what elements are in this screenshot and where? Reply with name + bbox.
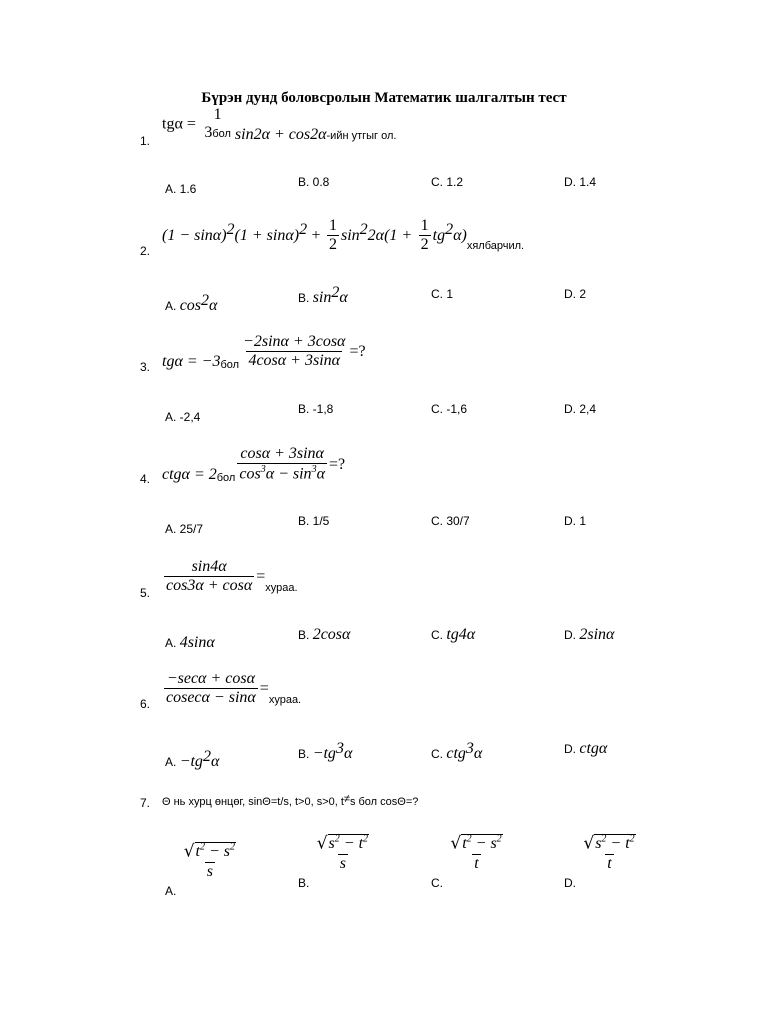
answer-a[interactable]: A. $\frac{√t^2 - s^2}{s}$ [165, 842, 240, 881]
answer-c[interactable]: C. $\frac{√t^2 - s^2}{t}$ [431, 834, 507, 873]
instruction-text: -ийн утгыг ол. [326, 129, 397, 142]
answer-c[interactable]: C. -1,6 [431, 402, 468, 416]
fraction: $\frac{1}{2}$ [329, 217, 337, 254]
question-number: 1. [140, 134, 151, 148]
answer-c[interactable]: C. ctg$^3$α [431, 740, 483, 762]
answer-a[interactable]: A. 1.6 [165, 182, 197, 196]
answer-b[interactable]: B. 1/5 [298, 514, 330, 528]
answer-b[interactable]: B. $\sin^2\alpha$ [298, 284, 348, 306]
answer-a[interactable]: A. $\cos^2\alpha$ [165, 292, 218, 314]
question-number: 2. [140, 244, 151, 258]
answer-d[interactable]: D. 2 [564, 287, 587, 301]
fraction: $\frac{1}{2}$ [420, 217, 429, 254]
denominator: 3бол [204, 124, 231, 142]
answer-d[interactable]: D. ctgα [564, 740, 608, 757]
answer-b[interactable]: B. 2cosα [298, 626, 351, 643]
question-7-text: Θ нь хурц өнцөг, sinΘ=t/s, t>0, s>0, t≠s бол cosΘ=? [162, 793, 419, 808]
fraction: $\frac{-\sec\alpha + \cos\alpha}{cosec\alpha - \sin\alpha}$ [166, 670, 256, 707]
formula-text: tgα = [162, 115, 196, 133]
fraction: $\frac{\cos\alpha + 3\sin\alpha}{\cos^3\alpha - \sin^3\alpha}$ [239, 445, 325, 483]
question-number: 4. [140, 472, 151, 486]
answer-b[interactable]: B. $\frac{√s^2 - t^2}{s}$ [298, 834, 373, 873]
fraction [202, 106, 233, 143]
question-4-formula: $ctg\alpha = 2_{бол}$ $\frac{\cos\alpha + 3\sin\alpha}{\cos^3\alpha - \sin^3\alpha}$ =? [162, 445, 346, 484]
instruction-text: хураа. [268, 694, 302, 707]
numerator: 1 [213, 106, 222, 123]
question-number: 5. [140, 586, 151, 600]
answer-a[interactable]: A. 4sinα [165, 634, 215, 651]
question-number: 3. [140, 360, 151, 374]
question-2-formula: $(1 - \sin\alpha)^2(1 + \sin\alpha)^2$ + $\frac{1}{2}$ $\sin^22\alpha(1$ + $\frac{1}{2}$ $tg^2\alpha)_{хялбарчил.}$ [162, 217, 525, 254]
fraction: $\frac{√s^2 - t^2}{t}$ [583, 833, 635, 872]
answer-b[interactable]: B. -1,8 [298, 402, 334, 416]
fraction: $\frac{\sin 4\alpha}{\cos 3\alpha + \cos\alpha}$ [166, 558, 253, 595]
fraction: $\frac{√t^2 - s^2}{s}$ [183, 841, 236, 880]
question-3-formula: $tg\alpha = -3_{бол}$ $\frac{-2\sin\alpha + 3\cos\alpha}{4\cos\alpha + 3\sin\alpha}$ =? [162, 333, 366, 372]
answer-d[interactable]: D. $\frac{√s^2 - t^2}{t}$ [564, 834, 640, 873]
answer-c[interactable]: C. 1.2 [431, 175, 464, 189]
answer-c[interactable]: C. tg4α [431, 626, 476, 643]
answer-a[interactable]: A. 25/7 [165, 522, 204, 536]
formula-text: sin2α + cos2α [234, 125, 327, 143]
answer-a[interactable]: A. -2,4 [165, 410, 201, 424]
answer-c[interactable]: C. 1 [431, 287, 454, 301]
question-5-formula: $\frac{\sin 4\alpha}{\cos 3\alpha + \cos\alpha}$ $=_{хураа.}$ [166, 558, 298, 595]
formula-text: (1 + sinα) [234, 227, 300, 245]
answer-c[interactable]: C. 30/7 [431, 514, 470, 528]
answer-d[interactable]: D. 2sinα [564, 626, 615, 643]
answer-b[interactable]: B. 0.8 [298, 175, 330, 189]
question-number: 6. [140, 697, 151, 711]
page-title: Бүрэн дунд боловсролын Математик шалгалтын тест [201, 90, 567, 106]
question-number: 7. [140, 796, 151, 810]
answer-b[interactable]: B. $-tg^3\alpha$ [298, 740, 353, 762]
formula-text: (1 − sinα) [162, 227, 227, 245]
fraction: $\frac{√t^2 - s^2}{t}$ [450, 833, 502, 872]
instruction-text: хураа. [265, 582, 298, 595]
fraction: $\frac{√s^2 - t^2}{s}$ [316, 833, 369, 872]
answer-d[interactable]: D. 2,4 [564, 402, 597, 416]
fraction: $\frac{-2\sin\alpha + 3\cos\alpha}{4\cos\alpha + 3\sin\alpha}$ [243, 333, 346, 370]
question-6-formula: $\frac{-\sec\alpha + \cos\alpha}{cosec\alpha - \sin\alpha}$ $=_{хураа.}$ [166, 670, 302, 707]
instruction-text: хялбарчил. [466, 240, 525, 253]
answer-d[interactable]: D. 1 [564, 514, 587, 528]
question-1-formula [162, 106, 396, 143]
answer-a[interactable]: A. $-tg^2\alpha$ [165, 748, 220, 770]
answer-d[interactable]: D. 1.4 [564, 175, 597, 189]
